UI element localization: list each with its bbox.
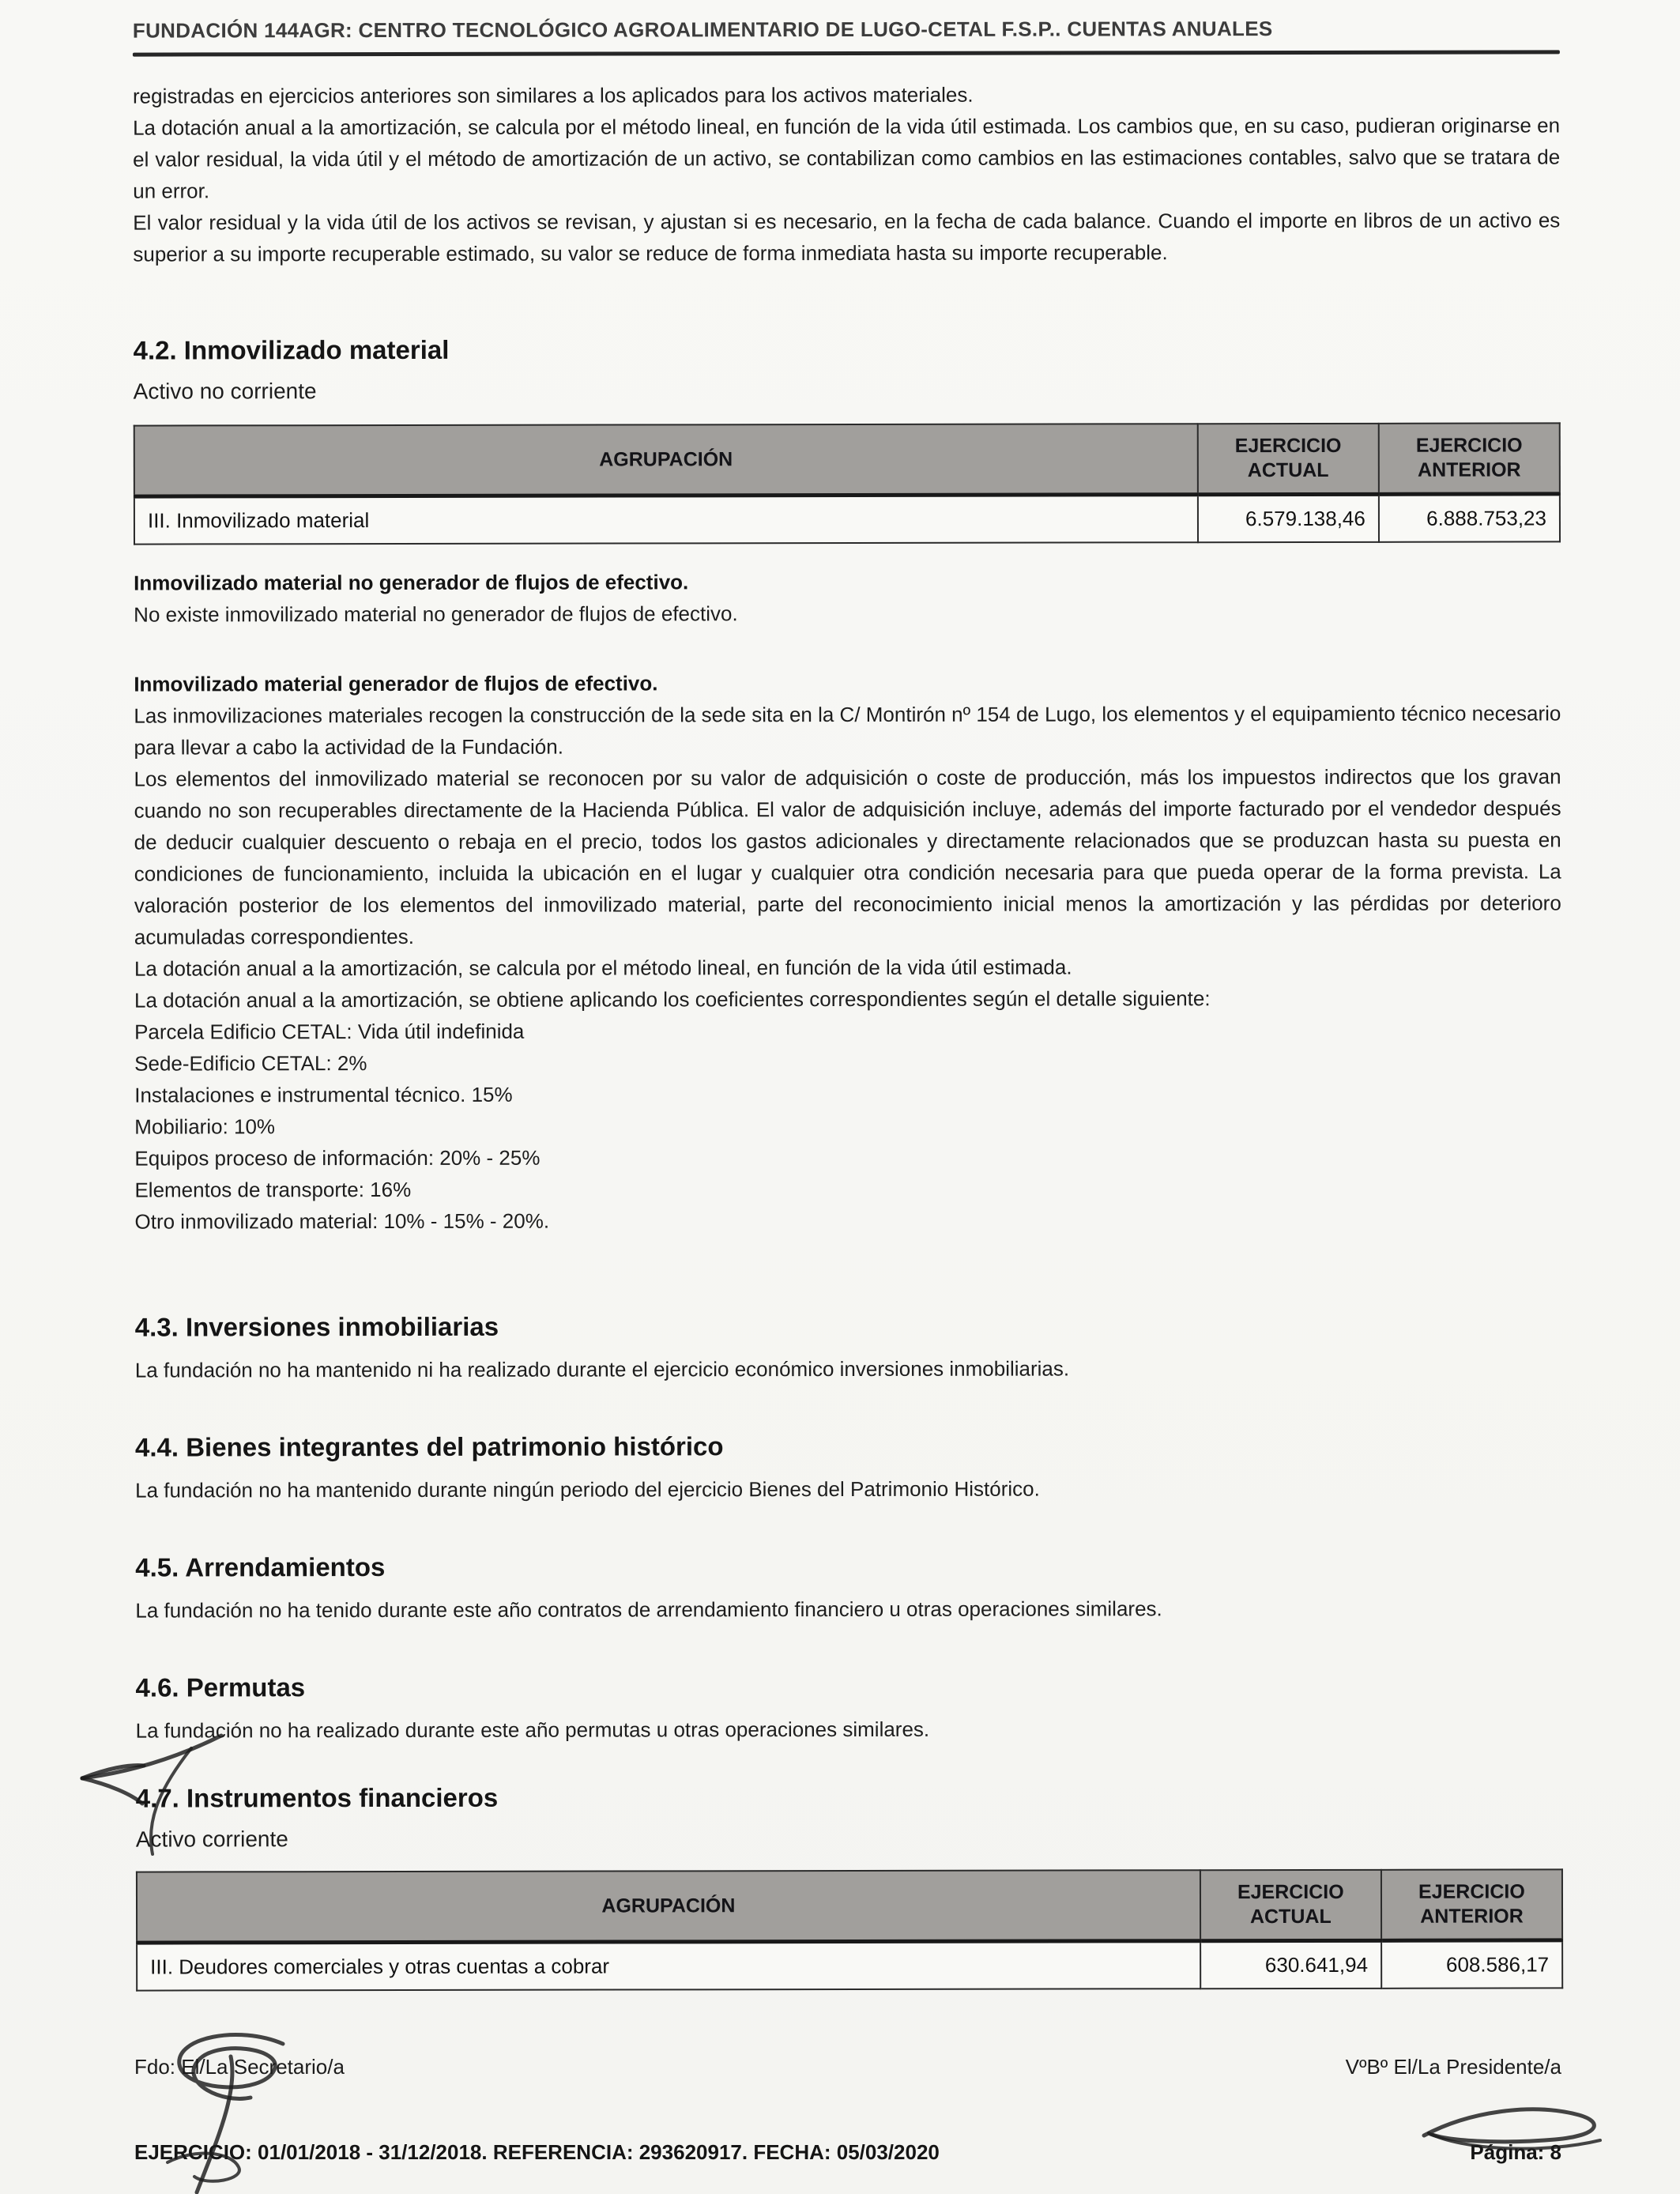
header-rule <box>133 50 1560 56</box>
row-value-ejercicio-actual: 6.579.138,46 <box>1198 494 1379 542</box>
section-4-3-paragraph: La fundación no ha mantenido ni ha realizado durante el ejercicio económico inversiones inmobiliarias. <box>134 1356 1070 1382</box>
coefficients-list <box>134 1013 1561 1237</box>
section-4-5-title: 4.5. Arrendamientos <box>135 1552 386 1582</box>
column-header-ejercicio-actual: EJERCICIO ACTUAL <box>1198 424 1379 495</box>
row-value-ejercicio-actual: 630.641,94 <box>1200 1940 1381 1989</box>
column-header-agrupacion: AGRUPACIÓN <box>137 1870 1200 1943</box>
paragraph-no-generador: No existe inmovilizado material no generador de flujos de efectivo. <box>134 601 738 627</box>
section-4-6-title: 4.6. Permutas <box>135 1672 306 1702</box>
secretary-signature-scribble-icon <box>119 2028 328 2194</box>
section-4-2-title: 4.2. Inmovilizado material <box>133 334 450 365</box>
paragraph-generador-valoracion: Los elementos del inmovilizado material se reconocen por su valor de adquisición o coste de producción, más los impuestos indirectos que los gravan cuando no son recuperables directamente de la Hacienda Pública. El valor de adquisición incluye, además del importe facturado por el vendedor después de deducir cualquier descuento o rebaja en el precio, todos los gastos adicionales y directamente relacionados que se produzcan hasta su puesta en condiciones de funcionamiento, incluida la ubicación en el lugar y cualquier otra condición necesaria para que pueda operar de la forma prevista. La valoración posterior de los elementos del inmovilizado material, parte del reconocimiento inicial menos la amortización y las pérdidas por deterioro acumuladas correspondientes. <box>134 764 1561 949</box>
coefficient-item-instalaciones: Instalaciones e instrumental técnico. 15% <box>134 1082 513 1107</box>
paragraph-dotacion-coeficientes: La dotación anual a la amortización, se obtiene aplicando los coeficientes correspondientes según el detalle siguiente: <box>134 986 1211 1012</box>
section-4-7-title: 4.7. Instrumentos financieros <box>135 1782 499 1813</box>
column-header-ejercicio-anterior: EJERCICIO ANTERIOR <box>1381 1869 1562 1940</box>
paragraph-dotacion-metodo: La dotación anual a la amortización, se calcula por el método lineal, en función de la vida útil estimada. <box>134 955 1072 981</box>
signature-row <box>134 2055 1561 2079</box>
intro-paragraph-valor-residual: El valor residual y la vida útil de los activos se revisan, y ajustan si es necesario, en la fecha de cada balance. Cuando el importe en libros de un activo es superior a su importe recuperable estimado, su valor se reduce de forma inmediata hasta su importe recuperable. <box>133 208 1561 266</box>
president-signature-label: VºBº El/La Presidente/a <box>1345 2055 1561 2079</box>
footer-info-row <box>134 2140 1561 2165</box>
page-number: Página: 8 <box>1470 2140 1561 2164</box>
row-label: III. Inmovilizado material <box>134 495 1198 545</box>
heading-no-generador: Inmovilizado material no generador de flujos de efectivo. <box>134 570 689 595</box>
column-header-ejercicio-actual: EJERCICIO ACTUAL <box>1200 1870 1381 1941</box>
column-header-ejercicio-anterior: EJERCICIO ANTERIOR <box>1379 423 1560 494</box>
row-label: III. Deudores comerciales y otras cuentas a cobrar <box>137 1941 1200 1991</box>
secretary-signature-label: Fdo: El/La Secretario/a <box>134 2055 345 2079</box>
footer-reference-text: EJERCICIO: 01/01/2018 - 31/12/2018. REFERENCIA: 293620917. FECHA: 05/03/2020 <box>134 2140 940 2164</box>
intro-block <box>133 77 1560 270</box>
coefficient-item-parcela: Parcela Edificio CETAL: Vida útil indefinida <box>134 1019 525 1044</box>
row-value-ejercicio-anterior: 608.586,17 <box>1381 1940 1562 1989</box>
intro-paragraph-amortizacion: La dotación anual a la amortización, se calcula por el método lineal, en función de la vida útil estimada. Los cambios que, en su caso, pudieran originarse en el valor residual, la vida útil y el método de amortización de un activo, se contabilizan como cambios en las estimaciones contables, salvo que se tratara de un error. <box>133 113 1561 203</box>
section-4-7-subtitle: Activo corriente <box>135 1826 288 1852</box>
row-value-ejercicio-anterior: 6.888.753,23 <box>1379 494 1560 542</box>
page-content <box>133 0 1563 1992</box>
section-4-3-title: 4.3. Inversiones inmobiliarias <box>134 1311 499 1342</box>
coefficient-item-transporte: Elementos de transporte: 16% <box>134 1177 412 1202</box>
section-4-4-paragraph: La fundación no ha mantenido durante ningún periodo del ejercicio Bienes del Patrimonio Histórico. <box>135 1476 1040 1502</box>
table-inmovilizado-material <box>134 422 1561 545</box>
section-4-6-paragraph: La fundación no ha realizado durante este año permutas u otras operaciones similares. <box>135 1717 930 1743</box>
table-instrumentos-financieros <box>136 1868 1563 1991</box>
heading-generador: Inmovilizado material generador de flujos de efectivo. <box>134 671 658 696</box>
table-header-row <box>137 1869 1562 1943</box>
coefficient-item-mobiliario: Mobiliario: 10% <box>134 1114 276 1139</box>
section-4-2-subtitle: Activo no corriente <box>133 379 317 404</box>
table-row-deudores <box>137 1940 1562 1991</box>
coefficient-item-otro: Otro inmovilizado material: 10% - 15% - 20%. <box>134 1208 550 1234</box>
coefficient-item-sede: Sede-Edificio CETAL: 2% <box>134 1051 367 1076</box>
document-header: FUNDACIÓN 144AGR: CENTRO TECNOLÓGICO AGROALIMENTARIO DE LUGO-CETAL F.S.P.. CUENTAS ANUALES <box>132 17 1273 43</box>
table-row-inmovilizado <box>134 494 1560 545</box>
paragraph-generador-sede: Las inmovilizaciones materiales recogen la construcción de la sede sita en la C/ Montirón nº 154 de Lugo, los elementos y el equipamiento técnico necesario para llevar a cabo la actividad de la Fundación. <box>134 701 1561 760</box>
column-header-agrupacion: AGRUPACIÓN <box>134 424 1198 496</box>
section-4-5-paragraph: La fundación no ha tenido durante este año contratos de arrendamiento financiero u otras operaciones similares. <box>135 1596 1162 1623</box>
section-4-4-title: 4.4. Bienes integrantes del patrimonio histórico <box>134 1431 724 1462</box>
table-header-row <box>134 423 1560 496</box>
intro-continuation-line: registradas en ejercicios anteriores son similares a los aplicados para los activos materiales. <box>132 82 974 108</box>
coefficient-item-equipos: Equipos proceso de información: 20% - 25% <box>134 1145 541 1171</box>
